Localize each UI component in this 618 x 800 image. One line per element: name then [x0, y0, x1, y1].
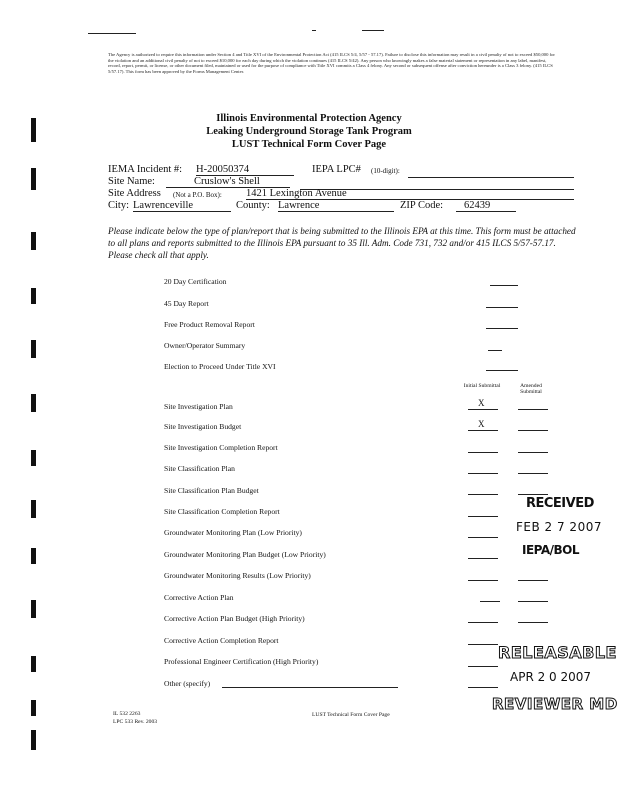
initial-mark-site-investigation-budget[interactable]: X	[478, 419, 485, 429]
item-site-classification-budget: Site Classification Plan Budget	[164, 486, 259, 495]
initial-line-groundwater-monitoring-budget[interactable]	[468, 558, 498, 559]
initial-line-corrective-action-budget[interactable]	[468, 622, 498, 623]
column-amended-submittal: Amended Submittal	[520, 383, 542, 395]
top-rule-right	[362, 30, 384, 31]
item-site-investigation-completion: Site Investigation Completion Report	[164, 443, 278, 452]
county-value[interactable]: Lawrence	[278, 200, 394, 212]
city-label: City:	[108, 200, 130, 211]
amended-line-site-classification-plan[interactable]	[518, 473, 548, 474]
column-initial-submittal: Initial Submittal	[463, 383, 501, 389]
amended-line-site-investigation-plan[interactable]	[518, 409, 548, 410]
initial-line-corrective-action-plan[interactable]	[480, 601, 500, 602]
check-45-day-report[interactable]	[486, 307, 518, 308]
initial-line-site-investigation-completion[interactable]	[468, 452, 498, 453]
amended-line-site-classification-budget[interactable]	[518, 494, 548, 495]
item-free-product-removal: Free Product Removal Report	[164, 320, 255, 329]
site-address-label: Site Address	[108, 188, 161, 199]
city-value[interactable]: Lawrenceville	[133, 200, 231, 212]
form-title: LUST Technical Form Cover Page	[231, 139, 387, 150]
item-45-day-report: 45 Day Report	[164, 299, 209, 308]
amended-line-site-investigation-completion[interactable]	[518, 452, 548, 453]
initial-line-other[interactable]	[468, 687, 498, 688]
scan-mark	[31, 288, 36, 304]
item-site-investigation-plan: Site Investigation Plan	[164, 402, 233, 411]
iema-label: IEMA Incident #:	[108, 164, 183, 175]
site-name-label: Site Name:	[108, 176, 155, 187]
received-stamp: RECEIVED	[526, 496, 594, 511]
scan-mark	[31, 500, 36, 518]
scan-mark	[31, 656, 36, 672]
initial-line-site-classification-plan[interactable]	[468, 473, 498, 474]
amended-line-groundwater-monitoring-results[interactable]	[518, 580, 548, 581]
top-rule-left	[88, 33, 136, 34]
amended-line-site-investigation-budget[interactable]	[518, 430, 548, 431]
item-pe-certification: Professional Engineer Certification (High Priority)	[164, 657, 319, 666]
item-other-specify: Other (specify)	[164, 679, 211, 688]
item-site-investigation-budget: Site Investigation Budget	[164, 422, 242, 431]
other-specify-line[interactable]	[222, 687, 398, 688]
item-20-day-certification: 20 Day Certification	[164, 277, 227, 286]
scan-mark	[31, 450, 36, 466]
check-election-title-xvi[interactable]	[486, 370, 518, 371]
top-rule-mid	[312, 30, 316, 31]
iepa-note: (10-digit):	[371, 167, 400, 175]
initial-line-site-investigation-budget[interactable]	[468, 430, 498, 431]
site-address-value[interactable]: 1421 Lexington Avenue	[246, 188, 574, 200]
program-name: Leaking Underground Storage Tank Program	[206, 126, 412, 137]
amended-line-corrective-action-budget[interactable]	[518, 622, 548, 623]
footer-revision: LPC 533 Rev. 2003	[113, 719, 158, 725]
item-owner-operator-summary: Owner/Operator Summary	[164, 341, 246, 350]
releasable-stamp: RELEASABLE	[498, 643, 617, 662]
scan-mark	[31, 168, 36, 190]
scan-mark	[31, 548, 36, 564]
site-name-value[interactable]: Cruslow's Shell	[166, 176, 290, 188]
item-groundwater-monitoring-budget: Groundwater Monitoring Plan Budget (Low Priority)	[164, 550, 326, 559]
scan-mark	[31, 340, 36, 358]
releasable-date-stamp: APR 2 0 2007	[510, 670, 592, 684]
amended-line-corrective-action-plan[interactable]	[518, 601, 548, 602]
footer-center-title: LUST Technical Form Cover Page	[312, 712, 390, 718]
iepa-label: IEPA LPC#	[312, 164, 361, 175]
site-address-note: (Not a P.O. Box):	[173, 191, 222, 199]
reviewer-stamp: REVIEWER MD	[492, 695, 618, 713]
item-groundwater-monitoring-plan: Groundwater Monitoring Plan (Low Priority)	[164, 528, 302, 537]
check-free-product-removal[interactable]	[486, 328, 518, 329]
initial-line-pe-certification[interactable]	[468, 666, 498, 667]
county-label: County:	[236, 200, 270, 211]
item-election-title-xvi: Election to Proceed Under Title XVI	[164, 362, 276, 371]
zip-label: ZIP Code:	[400, 200, 444, 211]
agency-name: Illinois Environmental Protection Agency	[216, 113, 402, 124]
received-date-stamp: FEB 2 7 2007	[516, 520, 602, 534]
check-20-day-certification[interactable]	[490, 285, 518, 286]
scan-mark	[31, 118, 36, 142]
initial-line-site-classification-completion[interactable]	[468, 516, 498, 517]
received-office-stamp: IEPA/BOL	[522, 543, 580, 557]
item-corrective-action-completion: Corrective Action Completion Report	[164, 636, 279, 645]
instructions: Please indicate below the type of plan/report that is being submitted to the Illinois EPA at this time. This form must be attached to all plans and reports submitted to the Illinois EPA pursuant to 35 Ill. Adm. Code 731, 732 and/or 415 ILCS 5/57-57.17. Please check all that apply.	[108, 226, 576, 260]
item-corrective-action-plan: Corrective Action Plan	[164, 593, 234, 602]
initial-line-groundwater-monitoring-plan[interactable]	[468, 537, 498, 538]
iepa-value[interactable]	[408, 177, 574, 178]
zip-value[interactable]: 62439	[456, 200, 516, 212]
initial-line-groundwater-monitoring-results[interactable]	[468, 580, 498, 581]
item-site-classification-completion: Site Classification Completion Report	[164, 507, 280, 516]
initial-line-site-classification-budget[interactable]	[468, 494, 498, 495]
scan-mark	[31, 700, 36, 716]
scan-mark	[31, 394, 36, 412]
scan-mark	[31, 232, 36, 250]
item-site-classification-plan: Site Classification Plan	[164, 464, 235, 473]
scan-mark	[31, 730, 36, 750]
item-corrective-action-budget: Corrective Action Plan Budget (High Priority)	[164, 614, 305, 623]
scan-mark	[31, 600, 36, 618]
initial-mark-site-investigation-plan[interactable]: X	[478, 398, 485, 408]
initial-line-site-investigation-plan[interactable]	[468, 409, 498, 410]
item-groundwater-monitoring-results: Groundwater Monitoring Results (Low Priority)	[164, 571, 311, 580]
legal-notice: The Agency is authorized to require this information under Section 4 and Title XVI of the Environmental Protection Act (415 ILCS 5/4, 5/57 - 57.17). Failure to disclose this information may result in a civil penalty of not to exceed $50,000 for the violation and an additional civil penalty of not to exceed $10,000 for each day during which the violation continues (415 ILCS 5/42). Any person who knowingly makes a false material statement or representation in any label, manifest, record, report, permit, or license, or other document filed, maintained or used for the purpose of compliance with Title XVI commits a Class 4 felony. Any second or subsequent offense after conviction hereunder is a Class 3 felony. (415 ILCS 5/57.17). This form has been approved by the Forms Management Center.	[108, 52, 555, 75]
check-owner-operator-summary[interactable]	[488, 350, 502, 351]
footer-form-number: IL 532 2263	[113, 711, 141, 717]
initial-line-corrective-action-completion[interactable]	[468, 644, 498, 645]
iema-value[interactable]: H-20050374	[196, 164, 294, 176]
